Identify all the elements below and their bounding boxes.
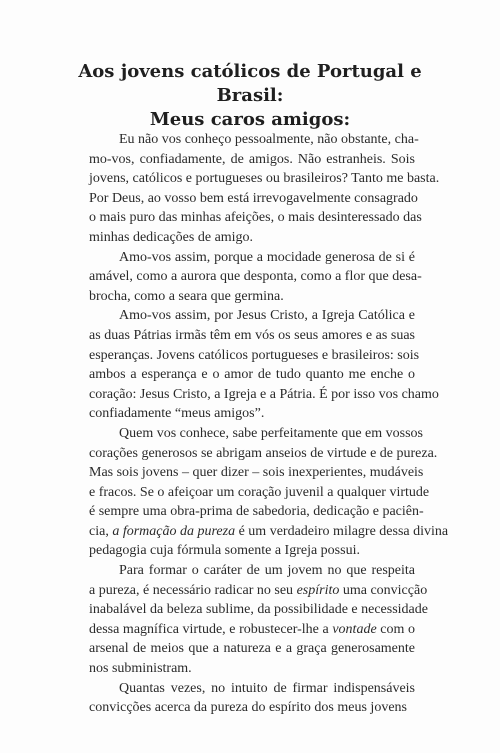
text-line: jovens, católicos e portugueses ou brasileiros? Tanto me basta. bbox=[89, 171, 440, 187]
text-line: confiadamente “meus amigos”. bbox=[89, 406, 265, 422]
text-line: brocha, como a seara que germina. bbox=[89, 288, 284, 304]
text-line: corações generosos se abrigam anseios de virtude e de pureza. bbox=[89, 445, 438, 461]
text-line: Para formar o caráter de um jovem no que respeita bbox=[119, 563, 415, 579]
text-line: Amo-vos assim, porque a mocidade generosa de si é bbox=[119, 249, 415, 265]
text-line: esperanças. Jovens católicos portugueses e brasileiros: sois bbox=[89, 347, 420, 363]
paragraph bbox=[89, 561, 428, 679]
text-line: nos subministram. bbox=[89, 661, 192, 677]
text-line: Mas sois jovens – quer dizer – sois inexperientes, mudáveis bbox=[89, 465, 424, 481]
text-line: ambos a esperança e o amor de tudo quanto me enche o bbox=[89, 367, 415, 383]
text-line: coração: Jesus Cristo, a Igreja e a Pátria. É por isso vos chamo bbox=[89, 386, 439, 402]
body-text bbox=[89, 130, 449, 718]
text-line: convicções acerca da pureza do espírito dos meus jovens bbox=[89, 700, 407, 716]
italic-emphasis: a formação da pureza bbox=[112, 523, 236, 539]
text-line: e fracos. Se o afeiçoar um coração juvenil a qualquer virtude bbox=[89, 484, 430, 500]
text-line: inabalável da beleza sublime, da possibilidade e necessidade bbox=[89, 602, 428, 618]
paragraph bbox=[89, 679, 415, 718]
paragraph bbox=[89, 130, 440, 248]
text-line: minhas dedicações de amigo. bbox=[89, 229, 254, 245]
italic-emphasis: espírito bbox=[296, 582, 340, 598]
text-line: mo-vos, confiadamente, de amigos. Não estranheis. Sois bbox=[89, 151, 415, 167]
text-line: pedagogia cuja fórmula somente a Igreja possui. bbox=[89, 543, 360, 559]
paragraph bbox=[89, 424, 449, 561]
text-line: Amo-vos assim, por Jesus Cristo, a Igreja Católica e bbox=[119, 308, 415, 324]
text-line: a pureza, é necessário radicar no seu espírito uma convicção bbox=[89, 582, 428, 598]
text-line: amável, como a aurora que desponta, como a flor que desa- bbox=[89, 269, 422, 285]
text-line: é sempre uma obra-prima de sabedoria, dedicação e paciên- bbox=[89, 504, 424, 520]
text-line: o mais puro das minhas afeições, o mais desinteressado das bbox=[89, 210, 422, 226]
paragraph bbox=[89, 306, 439, 424]
text-line: arsenal de meios que a natureza e a graça generosamente bbox=[89, 641, 415, 657]
title-line-2: Meus caros amigos: bbox=[149, 109, 351, 130]
text-line: Quem vos conhece, sabe perfeitamente que em vossos bbox=[119, 425, 424, 441]
italic-emphasis: vontade bbox=[332, 621, 377, 637]
page-title bbox=[60, 60, 440, 132]
text-line: Quantas vezes, no intuito de firmar indispensáveis bbox=[119, 680, 415, 696]
text-line: dessa magnífica virtude, e robustecer-lhe a vontade com o bbox=[89, 621, 415, 637]
text-line: Por Deus, ao vosso bem está irrevogavelmente consagrado bbox=[89, 190, 418, 206]
text-line: cia, a formação da pureza é um verdadeiro milagre dessa divina bbox=[89, 523, 449, 539]
title-line-1: Aos jovens católicos de Portugal e Brasil: bbox=[78, 61, 422, 106]
paragraph bbox=[89, 248, 422, 307]
text-line: as duas Pátrias irmãs têm em vós os seus amores e as suas bbox=[89, 327, 415, 343]
text-line: Eu não vos conheço pessoalmente, não obstante, cha- bbox=[119, 132, 419, 147]
